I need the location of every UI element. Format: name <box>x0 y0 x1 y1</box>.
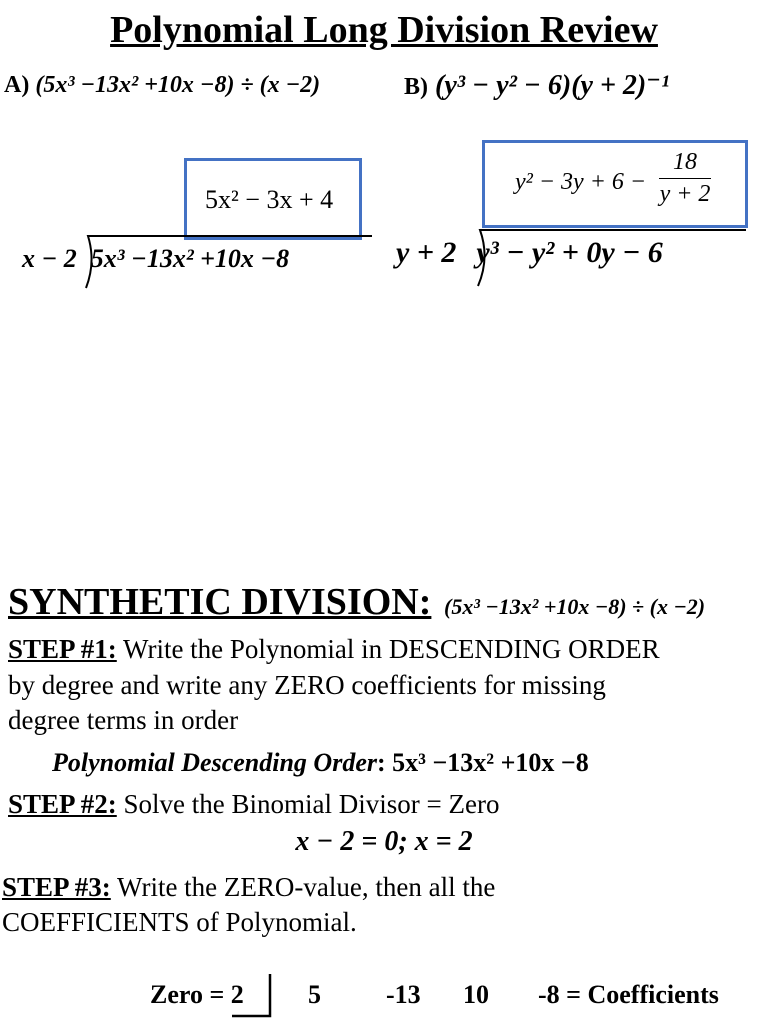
problem-b <box>404 68 669 102</box>
step-1-label: STEP #1: <box>8 634 117 664</box>
answer-b-numerator: 18 <box>659 149 711 179</box>
coefficient-last: -8 = Coefficients <box>538 980 719 1009</box>
synthetic-bracket <box>230 972 274 1020</box>
dividend-b: y³ − y² + 0y − 6 <box>476 236 663 269</box>
step-2 <box>8 789 499 820</box>
problem-b-label: B) <box>404 74 428 100</box>
coefficient-3: 10 <box>463 980 489 1009</box>
descending-order <box>52 748 589 778</box>
step-1-line-2: by degree and write any ZERO coefficients for missing <box>8 670 606 700</box>
page-title: Polynomial Long Division Review <box>110 9 658 51</box>
descending-label: Polynomial Descending Order <box>52 748 377 777</box>
coefficient-1: 5 <box>308 980 321 1009</box>
answer-b-fraction <box>659 149 711 208</box>
step-2-label: STEP #2: <box>8 789 117 819</box>
coefficient-2: -13 <box>386 980 421 1009</box>
division-bracket-b <box>476 226 748 290</box>
step-2-text: Solve the Binomial Divisor = Zero <box>116 789 500 819</box>
answer-a: 5x² − 3x + 4 <box>205 185 334 214</box>
divisor-a: x − 2 <box>22 244 77 273</box>
problem-a-expression: (5x³ −13x² +10x −8) ÷ (x −2) <box>35 72 321 98</box>
division-bracket-a <box>84 232 374 292</box>
step-2-equation: x − 2 = 0; x = 2 <box>295 826 473 857</box>
divisor-b: y + 2 <box>396 236 457 269</box>
descending-value: : 5x³ −13x² +10x −8 <box>377 748 589 777</box>
step-3-label: STEP #3: <box>2 872 111 902</box>
problem-a <box>4 72 320 99</box>
problem-b-expression: (y³ − y² − 6)(y + 2)⁻¹ <box>435 70 670 101</box>
answer-b-denominator: y + 2 <box>659 181 711 207</box>
step-3 <box>2 872 495 903</box>
synthetic-expression: (5x³ −13x² +10x −8) ÷ (x −2) <box>444 594 706 619</box>
step-1 <box>8 634 660 665</box>
answer-box-b <box>482 140 748 228</box>
step-1-text: Write the Polynomial in DESCENDING ORDER <box>116 634 660 664</box>
answer-box-a <box>184 158 362 240</box>
dividend-a: 5x³ −13x² +10x −8 <box>90 244 290 273</box>
problem-a-label: A) <box>4 72 30 98</box>
step-3-text: Write the ZERO-value, then all the <box>110 872 496 902</box>
synthetic-heading: SYNTHETIC DIVISION: <box>8 581 432 623</box>
zero-label: Zero = 2 <box>150 980 244 1009</box>
answer-b-prefix: y² − 3y + 6 − <box>515 169 647 195</box>
step-3-line-2: COEFFICIENTS of Polynomial. <box>2 907 357 937</box>
step-1-line-3: degree terms in order <box>8 705 239 735</box>
